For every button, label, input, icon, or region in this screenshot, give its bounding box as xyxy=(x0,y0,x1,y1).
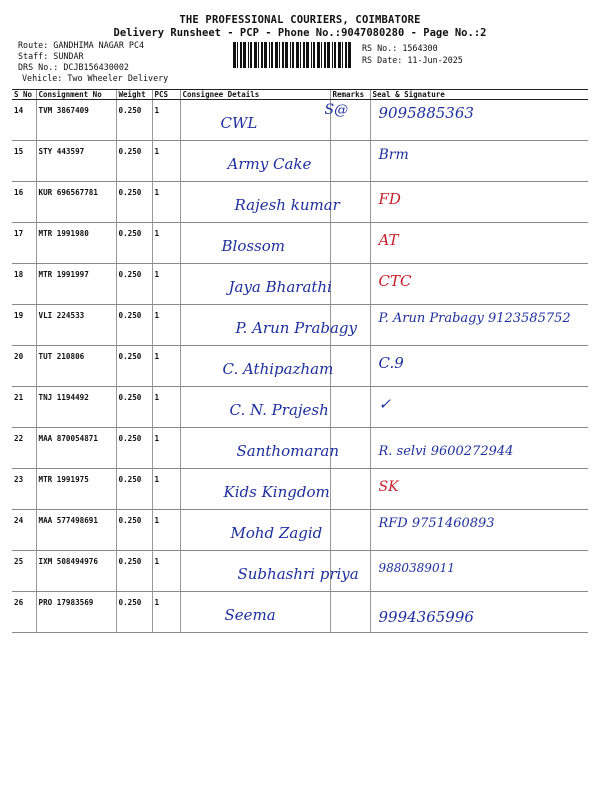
barcode-bar xyxy=(338,42,341,68)
barcode-bar xyxy=(279,42,280,68)
row-seal-signature-handwriting: Brm xyxy=(378,147,409,163)
table-row xyxy=(12,387,588,428)
row-weight-cell: 0.250 xyxy=(116,141,152,182)
row-remarks-cell xyxy=(330,264,370,305)
row-consignment-no-cell: MAA 577498691 xyxy=(36,510,116,551)
row-consignee-handwriting: Seema xyxy=(224,606,276,624)
row-weight-cell: 0.250 xyxy=(116,264,152,305)
row-seal-signature-handwriting: FD xyxy=(378,190,401,208)
row-remarks-cell xyxy=(324,100,370,141)
table-row xyxy=(12,428,588,469)
row-sno-cell: 23 xyxy=(12,469,36,510)
barcode-bar xyxy=(275,42,278,68)
row-sno-cell: 19 xyxy=(12,305,36,346)
barcode-bar xyxy=(317,42,320,68)
row-consignee-cell xyxy=(180,100,330,141)
row-consignment-no-cell: MTR 1991975 xyxy=(36,469,116,510)
row-seal-signature-handwriting: 9095885363 xyxy=(378,104,474,122)
row-pcs-cell: 1 xyxy=(152,264,180,305)
drs-label: DRS No.: DCJB156430002 xyxy=(18,62,129,72)
row-consignee-cell xyxy=(180,182,340,223)
barcode-bar xyxy=(334,42,336,68)
table-row xyxy=(12,592,588,633)
row-weight-cell: 0.250 xyxy=(116,305,152,346)
barcode xyxy=(233,42,355,68)
barcode-bar xyxy=(250,42,252,68)
row-sno-cell: 20 xyxy=(12,346,36,387)
row-sno-cell: 16 xyxy=(12,182,36,223)
table-row xyxy=(12,510,588,551)
barcode-bar xyxy=(243,42,246,68)
barcode-bar xyxy=(332,42,333,68)
row-remarks-cell xyxy=(330,346,370,387)
col-pcs: PCS xyxy=(152,90,180,100)
row-seal-signature-cell xyxy=(370,387,588,428)
row-weight-cell: 0.250 xyxy=(116,182,152,223)
row-sno-cell: 24 xyxy=(12,510,36,551)
row-consignment-no-cell: VLI 224533 xyxy=(36,305,116,346)
row-seal-signature-cell xyxy=(370,141,588,182)
barcode-bar xyxy=(324,42,326,68)
row-seal-signature-handwriting: 9994365996 xyxy=(378,608,474,626)
row-pcs-cell: 1 xyxy=(152,387,180,428)
row-weight-cell: 0.250 xyxy=(116,469,152,510)
barcode-bar xyxy=(269,42,270,68)
row-seal-signature-handwriting: AT xyxy=(378,231,399,249)
barcode-bar xyxy=(345,42,347,68)
row-seal-signature-cell xyxy=(370,182,588,223)
row-consignee-handwriting: Blossom xyxy=(221,237,286,255)
table-row xyxy=(12,346,588,387)
row-consignee-cell xyxy=(180,551,359,592)
row-remarks-cell xyxy=(330,428,370,469)
row-consignee-handwriting: Santhomaran xyxy=(236,442,340,460)
barcode-bar xyxy=(296,42,299,68)
row-seal-signature-handwriting: R. selvi 9600272944 xyxy=(378,444,514,459)
row-sno-cell: 25 xyxy=(12,551,36,592)
row-weight-cell: 0.250 xyxy=(116,346,152,387)
table-row xyxy=(12,305,588,346)
row-consignee-cell xyxy=(180,387,330,428)
barcode-bar xyxy=(261,42,263,68)
col-consignment: Consignment No xyxy=(36,90,116,100)
row-consignment-no-cell: MTR 1991980 xyxy=(36,223,116,264)
barcode-bar xyxy=(254,42,257,68)
barcode-bar xyxy=(313,42,315,68)
row-consignee-handwriting: C. Athipazham xyxy=(222,360,334,378)
row-remarks-cell xyxy=(330,223,370,264)
row-remarks-cell xyxy=(330,387,370,428)
row-seal-signature-cell xyxy=(370,346,588,387)
row-consignment-no-cell: TVM 3867409 xyxy=(36,100,116,141)
row-sno-cell: 22 xyxy=(12,428,36,469)
table-header xyxy=(12,90,588,100)
row-seal-signature-cell xyxy=(370,428,588,469)
row-sno-cell: 26 xyxy=(12,592,36,633)
row-seal-signature-cell xyxy=(370,100,588,141)
row-seal-signature-cell xyxy=(370,469,588,510)
table-row xyxy=(12,223,588,264)
table-row xyxy=(12,264,588,305)
row-pcs-cell: 1 xyxy=(152,182,180,223)
row-pcs-cell: 1 xyxy=(152,551,180,592)
table-row xyxy=(12,141,588,182)
row-weight-cell: 0.250 xyxy=(116,592,152,633)
row-sno-cell: 21 xyxy=(12,387,36,428)
row-remarks-handwriting: S@ xyxy=(324,102,349,118)
barcode-bar xyxy=(285,42,288,68)
row-consignee-handwriting: Army Cake xyxy=(227,155,312,173)
barcode-bar xyxy=(248,42,249,68)
table-row xyxy=(12,100,588,141)
row-weight-cell: 0.250 xyxy=(116,387,152,428)
barcode-bar xyxy=(321,42,322,68)
barcode-bar xyxy=(233,42,236,68)
row-sno-cell: 15 xyxy=(12,141,36,182)
row-weight-cell: 0.250 xyxy=(116,510,152,551)
row-remarks-cell xyxy=(330,551,370,592)
route-label: Route: GANDHIMA NAGAR PC4 xyxy=(18,40,145,50)
row-sno-cell: 18 xyxy=(12,264,36,305)
row-seal-signature-cell xyxy=(370,592,588,633)
row-consignment-no-cell: TUT 210806 xyxy=(36,346,116,387)
row-weight-cell: 0.250 xyxy=(116,428,152,469)
row-consignee-handwriting: Jaya Bharathi xyxy=(228,278,332,296)
row-remarks-cell xyxy=(330,141,370,182)
row-pcs-cell: 1 xyxy=(152,469,180,510)
barcode-bar xyxy=(342,42,343,68)
vehicle-label: Vehicle: Two Wheeler Delivery xyxy=(22,73,169,83)
barcode-bar xyxy=(271,42,273,68)
row-consignee-cell xyxy=(180,428,340,469)
row-consignment-no-cell: IXM 508494976 xyxy=(36,551,116,592)
row-consignment-no-cell: MAA 870054871 xyxy=(36,428,116,469)
rs-date: RS Date: 11-Jun-2025 xyxy=(362,55,463,65)
row-seal-signature-cell xyxy=(370,223,588,264)
row-pcs-cell: 1 xyxy=(152,223,180,264)
barcode-bar xyxy=(237,42,238,68)
row-consignee-handwriting: C. N. Prajesh xyxy=(229,401,329,419)
col-remarks: Remarks xyxy=(330,90,370,100)
barcode-bar xyxy=(303,42,305,68)
row-consignee-handwriting: Rajesh kumar xyxy=(234,196,340,214)
row-consignment-no-cell: PRO 17983569 xyxy=(36,592,116,633)
barcode-bar xyxy=(258,42,259,68)
col-sno: S No xyxy=(12,90,36,100)
row-consignee-cell xyxy=(180,141,330,182)
row-pcs-cell: 1 xyxy=(152,592,180,633)
row-consignee-cell xyxy=(180,469,330,510)
row-consignee-cell xyxy=(180,264,330,305)
barcode-bar xyxy=(292,42,294,68)
row-remarks-cell xyxy=(330,182,370,223)
barcode-bar xyxy=(264,42,267,68)
row-consignee-cell xyxy=(180,592,330,633)
col-seal: Seal & Signature xyxy=(370,90,588,100)
row-consignee-handwriting: Mohd Zagid xyxy=(230,524,323,542)
row-consignee-cell xyxy=(180,510,330,551)
row-consignment-no-cell: TNJ 1194492 xyxy=(36,387,116,428)
row-pcs-cell: 1 xyxy=(152,141,180,182)
barcode-bar xyxy=(327,42,330,68)
rs-number: RS No.: 1564300 xyxy=(362,43,438,53)
staff-label: Staff: SUNDAR xyxy=(18,51,84,61)
row-seal-signature-cell xyxy=(370,264,588,305)
row-remarks-cell xyxy=(330,592,370,633)
row-consignment-no-cell: KUR 696567781 xyxy=(36,182,116,223)
barcode-bar xyxy=(300,42,301,68)
row-weight-cell: 0.250 xyxy=(116,100,152,141)
row-seal-signature-handwriting: 9880389011 xyxy=(378,561,455,575)
row-remarks-cell xyxy=(330,510,370,551)
row-seal-signature-handwriting: C.9 xyxy=(378,354,404,372)
row-remarks-cell xyxy=(330,305,370,346)
row-consignee-cell xyxy=(180,346,334,387)
row-seal-signature-cell xyxy=(370,510,588,551)
row-consignment-no-cell: STY 443597 xyxy=(36,141,116,182)
table-row xyxy=(12,469,588,510)
row-seal-signature-handwriting: CTC xyxy=(378,272,412,290)
document-title: THE PROFESSIONAL COURIERS, COIMBATORE xyxy=(179,14,421,26)
barcode-bar xyxy=(282,42,284,68)
row-seal-signature-cell xyxy=(370,305,588,346)
barcode-bar xyxy=(306,42,309,68)
row-pcs-cell: 1 xyxy=(152,100,180,141)
row-consignee-handwriting: Subhashri priya xyxy=(237,565,359,583)
row-seal-signature-handwriting: RFD 9751460893 xyxy=(378,516,495,531)
row-consignee-handwriting: CWL xyxy=(220,114,258,132)
row-seal-signature-handwriting: ✓ xyxy=(378,395,392,413)
row-remarks-cell xyxy=(330,469,370,510)
row-pcs-cell: 1 xyxy=(152,346,180,387)
delivery-table xyxy=(12,89,588,633)
row-pcs-cell: 1 xyxy=(152,428,180,469)
row-consignee-handwriting: Kids Kingdom xyxy=(223,483,330,501)
barcode-bar xyxy=(290,42,291,68)
row-consignee-handwriting: P. Arun Prabagy xyxy=(235,319,358,337)
barcode-bar xyxy=(348,42,351,68)
row-weight-cell: 0.250 xyxy=(116,223,152,264)
col-weight: Weight xyxy=(116,90,152,100)
row-consignee-cell xyxy=(180,305,358,346)
document-subtitle: Delivery Runsheet - PCP - Phone No.:9047080280 - Page No.:2 xyxy=(113,27,487,39)
col-consignee: Consignee Details xyxy=(180,90,330,100)
row-pcs-cell: 1 xyxy=(152,305,180,346)
row-seal-signature-handwriting: SK xyxy=(378,479,399,495)
row-sno-cell: 14 xyxy=(12,100,36,141)
row-sno-cell: 17 xyxy=(12,223,36,264)
table-row xyxy=(12,182,588,223)
row-consignment-no-cell: MTR 1991997 xyxy=(36,264,116,305)
row-seal-signature-cell xyxy=(370,551,588,592)
row-seal-signature-handwriting: P. Arun Prabagy 9123585752 xyxy=(378,311,571,326)
table-row xyxy=(12,551,588,592)
row-consignee-cell xyxy=(180,223,330,264)
row-pcs-cell: 1 xyxy=(152,510,180,551)
row-weight-cell: 0.250 xyxy=(116,551,152,592)
barcode-bar xyxy=(240,42,242,68)
barcode-bar xyxy=(311,42,312,68)
